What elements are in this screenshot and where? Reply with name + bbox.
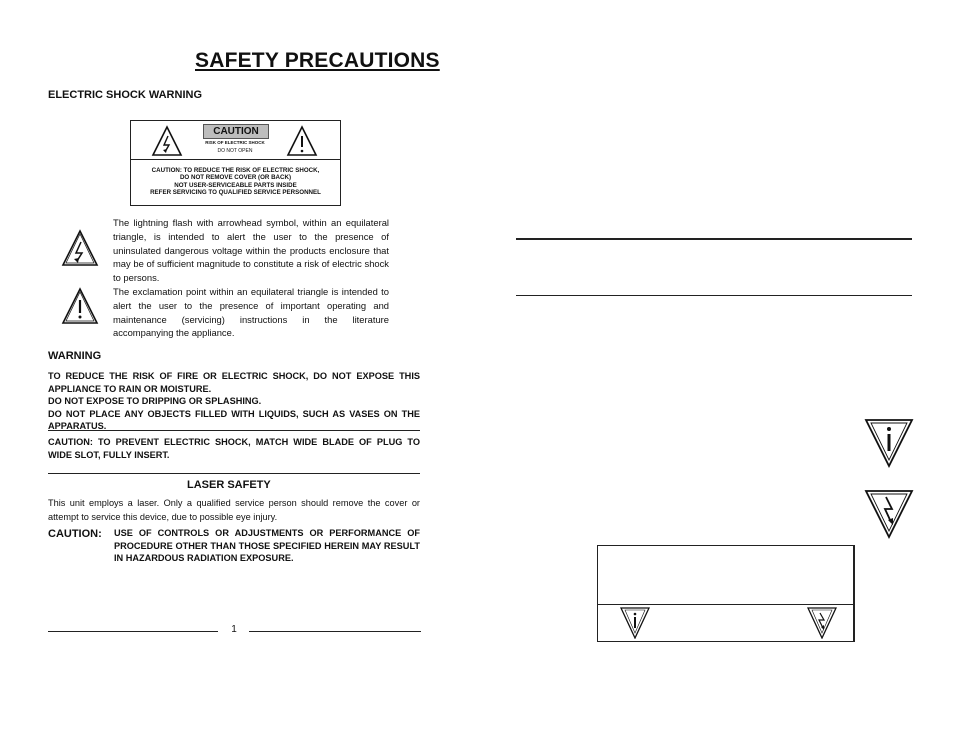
- laser-safety-text: This unit employs a laser. Only a qualified service person should remove the cover or attempt to service this device, due to possible eye injury.: [48, 498, 420, 522]
- section-divider: [48, 473, 420, 474]
- risk-of-shock-text: RISK OF ELECTRIC SHOCK: [205, 140, 265, 145]
- laser-safety-heading: LASER SAFETY: [187, 479, 271, 491]
- footer-rule-left: [48, 631, 218, 632]
- caution-box-text: [131, 167, 340, 197]
- page-number: 1: [231, 624, 237, 635]
- exclamation-triangle-icon: [61, 287, 99, 325]
- caution-line: REFER SERVICING TO QUALIFIED SERVICE PERSONNEL: [150, 189, 321, 197]
- warning-line: DO NOT EXPOSE TO DRIPPING OR SPLASHING.: [48, 396, 262, 407]
- lightning-triangle-icon: [151, 125, 183, 157]
- footer-rule-right: [249, 631, 421, 632]
- lightning-triangle-icon: [807, 607, 837, 639]
- exclamation-triangle-icon: [286, 125, 318, 157]
- warning-text: [48, 370, 420, 433]
- electric-shock-heading: ELECTRIC SHOCK WARNING: [48, 89, 202, 101]
- warning-heading: WARNING: [48, 350, 102, 362]
- right-page-rule-top: [516, 238, 912, 240]
- do-not-open-text: DO NOT OPEN: [217, 148, 253, 154]
- section-divider: [48, 430, 420, 431]
- caution-label-box: [130, 120, 341, 206]
- lightning-symbol-description: The lightning flash with arrowhead symbol, within an equilateral triangle, is intended to alert the user to the presence of uninsulated dangerous voltage within the products enclosure that may be of sufficient magnitude to constitute a risk of electric shock to persons.: [113, 217, 389, 284]
- info-triangle-icon: [620, 607, 650, 639]
- legend-box-divider: [598, 604, 853, 605]
- right-page-rule-bottom: [516, 295, 912, 296]
- info-triangle-icon: [864, 418, 914, 468]
- symbol-legend-box: [597, 545, 855, 642]
- page-title: SAFETY PRECAUTIONS: [195, 49, 440, 72]
- warning-line: TO REDUCE THE RISK OF FIRE OR ELECTRIC SHOCK, DO NOT EXPOSE THIS APPLIANCE TO RAIN OR MOISTURE.: [48, 371, 420, 394]
- caution-line: NOT USER-SERVICEABLE PARTS INSIDE: [174, 181, 297, 189]
- caution-box-divider: [131, 159, 340, 160]
- laser-caution-text: USE OF CONTROLS OR ADJUSTMENTS OR PERFORMANCE OF PROCEDURE OTHER THAN THOSE SPECIFIED HEREIN MAY RESULT IN HAZARDOUS RADIATION EXPOSURE.: [114, 528, 420, 564]
- lightning-triangle-icon: [864, 489, 914, 539]
- caution-label: CAUTION: [203, 124, 269, 139]
- laser-caution-label: CAUTION:: [48, 528, 102, 540]
- caution-line: DO NOT REMOVE COVER (OR BACK): [179, 174, 292, 182]
- warning-line: DO NOT PLACE ANY OBJECTS FILLED WITH LIQUIDS, SUCH AS VASES ON THE APPARATUS.: [48, 408, 420, 432]
- lightning-triangle-icon: [61, 229, 99, 267]
- plug-caution-text: CAUTION: TO PREVENT ELECTRIC SHOCK, MATCH WIDE BLADE OF PLUG TO WIDE SLOT, FULLY INSERT.: [48, 437, 420, 460]
- caution-line: CAUTION: TO REDUCE THE RISK OF ELECTRIC SHOCK,: [151, 167, 320, 174]
- exclamation-symbol-description: The exclamation point within an equilateral triangle is intended to alert the user to the presence of important operating and maintenance (servicing) instructions in the literature accompanying the appliance.: [113, 286, 389, 339]
